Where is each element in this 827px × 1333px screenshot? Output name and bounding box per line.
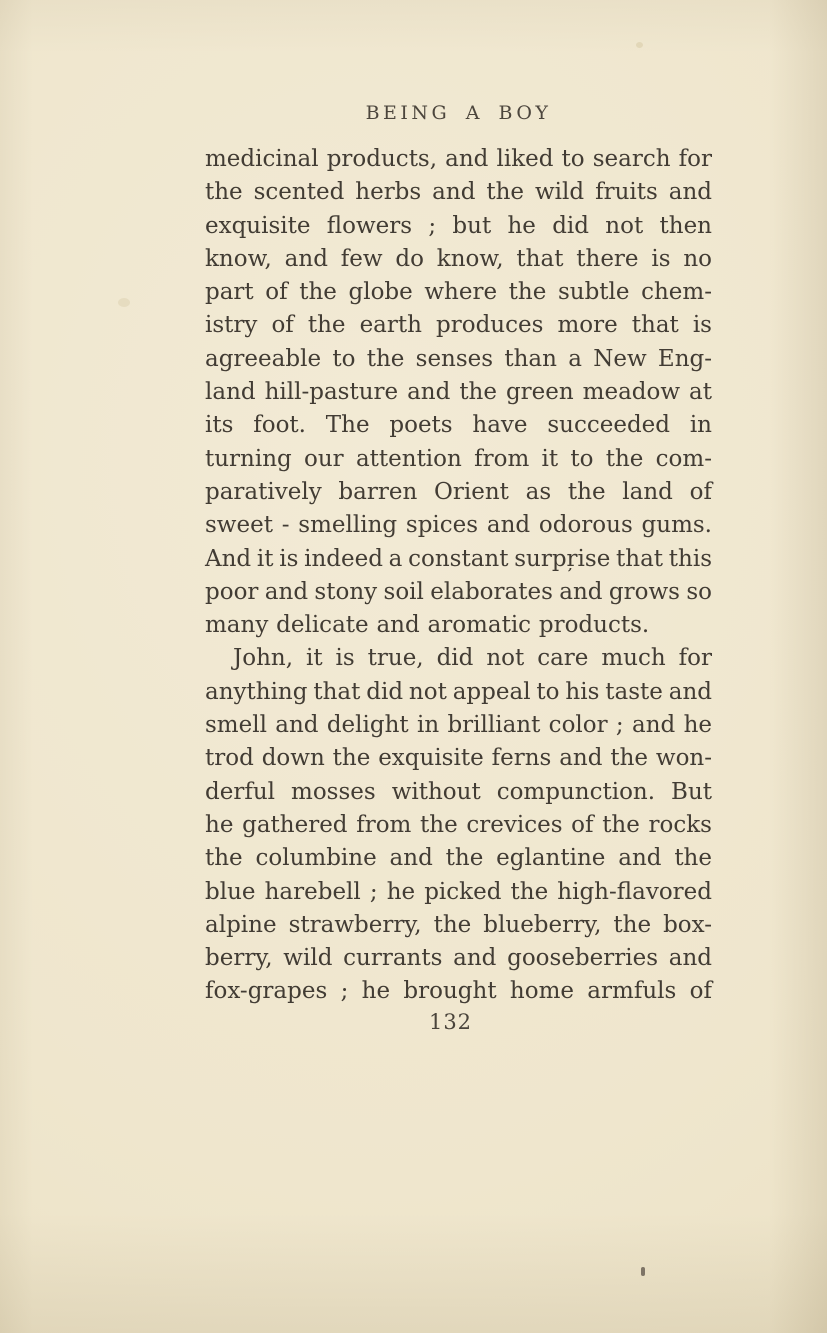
scan-speck	[636, 42, 643, 48]
text-line: poor and stony soil elaborates and grows so	[205, 578, 712, 605]
text-line: know, and few do know, that there is no	[205, 245, 712, 272]
text-block	[205, 143, 712, 1009]
text-line: fox-grapes ; he brought home armfuls of	[205, 978, 712, 1005]
text-line: And it is indeed a constant surpr̦ise that this	[205, 545, 712, 572]
text-line: part of the globe where the subtle chem-	[205, 279, 712, 306]
text-line: paratively barren Orient as the land of	[205, 478, 712, 505]
text-line: its foot. The poets have succeeded in	[205, 412, 712, 439]
text-line: istry of the earth produces more that is	[205, 312, 712, 339]
text-line: the scented herbs and the wild fruits and	[205, 179, 712, 206]
running-header: BEING A BOY	[365, 102, 552, 124]
text-line: sweet - smelling spices and odorous gums.	[205, 512, 712, 539]
text-line: exquisite flowers ; but he did not then	[205, 212, 712, 239]
scan-smudge	[118, 298, 130, 307]
text-line: John, it is true, did not care much for	[233, 645, 712, 672]
scan-speck	[641, 1267, 645, 1276]
text-line: many delicate and aromatic products.	[205, 612, 650, 639]
text-line: trod down the exquisite ferns and the won-	[205, 745, 712, 772]
text-line: he gathered from the crevices of the rocks	[205, 811, 712, 838]
text-line: derful mosses without compunction. But	[205, 778, 712, 805]
text-line: berry, wild currants and gooseberries and	[205, 945, 712, 972]
text-line: the columbine and the eglantine and the	[205, 845, 712, 872]
text-line: alpine strawberry, the blueberry, the box-	[205, 911, 712, 938]
text-line: medicinal products, and liked to search for	[205, 146, 712, 172]
text-line: anything that did not appeal to his taste and	[205, 678, 712, 705]
page-number: 132	[428, 1010, 473, 1034]
text-line: land hill-pasture and the green meadow at	[205, 379, 712, 406]
text-line: turning our attention from it to the com-	[205, 445, 712, 472]
text-line: smell and delight in brilliant color ; and he	[205, 712, 712, 739]
text-line: agreeable to the senses than a New Eng-	[205, 345, 712, 372]
text-line: blue harebell ; he picked the high-flavored	[205, 878, 712, 905]
